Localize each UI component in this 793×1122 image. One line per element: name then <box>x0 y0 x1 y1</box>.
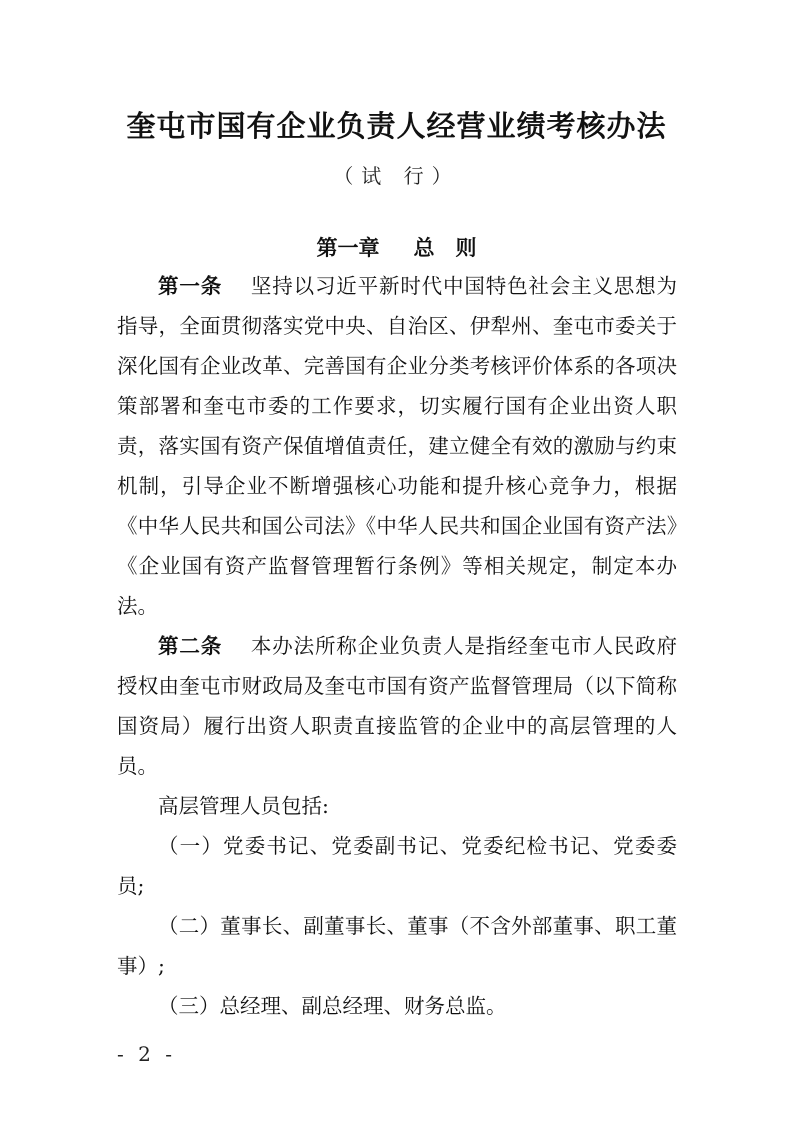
page-number: - 2 - <box>117 1042 176 1066</box>
article-2-text: 本办法所称企业负责人是指经奎屯市人民政府授权由奎屯市财政局及奎屯市国有资产监督管理局（以下简称国资局）履行出资人职责直接监管的企业中的高层管理的人员。 <box>117 634 678 778</box>
article-1 <box>117 266 677 626</box>
list-item-1: （一）党委书记、党委副书记、党委纪检书记、党委委员; <box>117 834 677 898</box>
list-item-2: （二）董事长、副董事长、董事（不含外部董事、职工董事）; <box>117 914 677 978</box>
article-2 <box>117 626 677 786</box>
list-item-3: （三）总经理、副总经理、财务总监。 <box>158 994 507 1018</box>
chapter-heading <box>0 232 793 262</box>
chapter-name: 总 则 <box>413 236 477 260</box>
document-body <box>117 266 677 1026</box>
article-1-text: 坚持以习近平新时代中国特色社会主义思想为指导，全面贯彻落实党中央、自治区、伊犁州、奎屯市委关于深化国有企业改革、完善国有企业分类考核评价体系的各项决策部署和奎屯市委的工作要求，切实履行国有企业出资人职责，落实国有资产保值增值责任，建立健全有效的激励与约束机制，引导企业不断增强核心功能和提升核心竞争力，根据《中华人民共和国公司法》《中华人民共和国企业国有资产法》《企业国有资产监督管理暂行条例》等相关规定，制定本办法。 <box>117 274 678 618</box>
chapter-number: 第一章 <box>316 236 380 260</box>
document-title: 奎屯市国有企业负责人经营业绩考核办法 <box>126 109 667 143</box>
article-1-number: 第一条 <box>158 274 223 298</box>
paragraph-intro: 高层管理人员包括: <box>158 794 329 818</box>
document-subtitle: （试 行） <box>333 164 460 188</box>
article-2-number: 第二条 <box>158 634 223 658</box>
